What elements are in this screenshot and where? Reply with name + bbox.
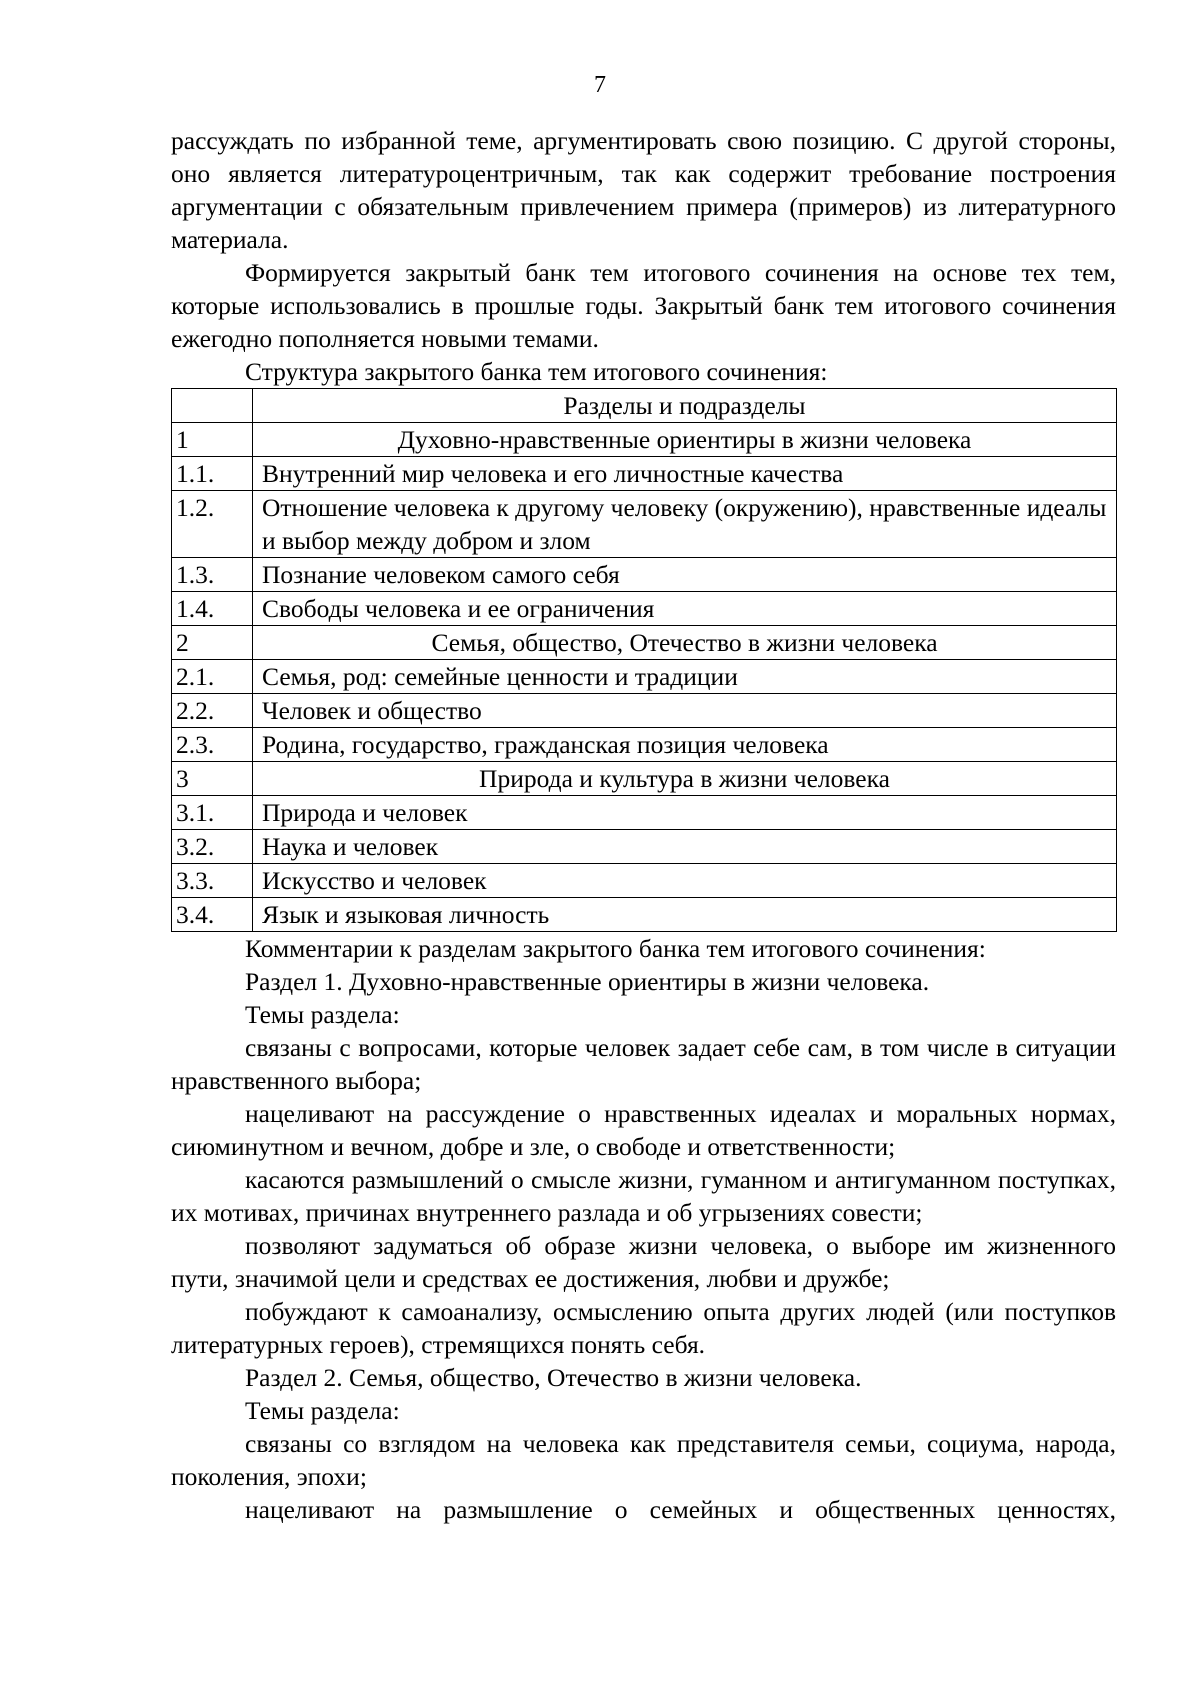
table-cell-section-title: Духовно-нравственные ориентиры в жизни человека [253,423,1117,457]
table-cell-subsection: Наука и человек [253,830,1117,864]
table-cell-num: 1.3. [172,558,253,592]
table-cell-subsection: Познание человеком самого себя [253,558,1117,592]
section-2-point-2: нацеливают на размышление о семейных и общественных ценностях, [245,1495,1116,1524]
table-cell-num: 3.3. [172,864,253,898]
section-1-point-4: позволяют задуматься об образе жизни человека, о выборе им жизненного пути, значимой цели и средствах ее достижения, любви и дружбе; [171,1231,1116,1293]
table-row [172,796,1117,830]
section-2-themes-label: Темы раздела: [245,1396,400,1425]
table-header-row [172,389,1117,423]
table-row [172,898,1117,932]
section-1-point-5: побуждают к самоанализу, осмыслению опыта других людей (или поступков литературных героев), стремящихся понять себя. [171,1297,1116,1359]
table-cell-num: 2.2. [172,694,253,728]
table-header-num-cell [172,389,253,423]
section-2-point-1: связаны со взглядом на человека как представителя семьи, социума, народа, поколения, эпохи; [171,1429,1116,1491]
section-1-point-3: касаются размышлений о смысле жизни, гуманном и антигуманном поступках, их мотивах, причинах внутреннего разлада и об угрызениях совести; [171,1165,1116,1227]
table-row [172,457,1117,491]
comments-heading: Комментарии к разделам закрытого банка тем итогового сочинения: [245,934,986,963]
table-cell-subsection: Язык и языковая личность [253,898,1117,932]
table-cell-num: 1.2. [172,491,253,558]
table-cell-num: 3.4. [172,898,253,932]
intro-paragraph-2: Формируется закрытый банк тем итогового сочинения на основе тех тем, которые использовались в прошлые годы. Закрытый банк тем итогового сочинения ежегодно пополняется новыми темами. [171,258,1116,353]
table-cell-subsection: Свободы человека и ее ограничения [253,592,1117,626]
table-row-section [172,762,1117,796]
table-cell-num: 1.4. [172,592,253,626]
page-number: 7 [594,72,606,98]
table-cell-subsection: Внутренний мир человека и его личностные качества [253,457,1117,491]
section-1-themes-label: Темы раздела: [245,1000,400,1029]
table-cell-num: 3 [172,762,253,796]
table-header-cell: Разделы и подразделы [253,389,1117,423]
intro-paragraph-1: рассуждать по избранной теме, аргументировать свою позицию. С другой стороны, оно является литературоцентричным, так как содержит требование построения аргументации с обязательным привлечением примера (примеров) из литературного материала. [171,126,1116,254]
table-cell-num: 2.3. [172,728,253,762]
table-row [172,864,1117,898]
table-cell-subsection: Семья, род: семейные ценности и традиции [253,660,1117,694]
table-cell-section-title: Природа и культура в жизни человека [253,762,1117,796]
table-row [172,728,1117,762]
section-1-point-2: нацеливают на рассуждение о нравственных идеалах и моральных нормах, сиюминутном и вечном, добре и зле, о свободе и ответственности; [171,1099,1116,1161]
section-1-point-1: связаны с вопросами, которые человек задает себе сам, в том числе в ситуации нравственного выбора; [171,1033,1116,1095]
table-cell-subsection: Родина, государство, гражданская позиция человека [253,728,1117,762]
table-cell-section-title: Семья, общество, Отечество в жизни человека [253,626,1117,660]
table-cell-subsection: Природа и человек [253,796,1117,830]
table-row [172,694,1117,728]
table-cell-subsection: Искусство и человек [253,864,1117,898]
table-row [172,491,1117,558]
table-row [172,558,1117,592]
table-row-section [172,423,1117,457]
table-cell-num: 3.1. [172,796,253,830]
table-row [172,660,1117,694]
table-cell-num: 1 [172,423,253,457]
table-row [172,830,1117,864]
table-cell-subsection: Человек и общество [253,694,1117,728]
section-1-heading: Раздел 1. Духовно-нравственные ориентиры в жизни человека. [245,967,930,996]
table-cell-subsection: Отношение человека к другому человеку (окружению), нравственные идеалы и выбор между добром и злом [253,491,1117,558]
table-row-section [172,626,1117,660]
table-cell-num: 2.1. [172,660,253,694]
page-content [171,124,1116,1526]
table-caption: Структура закрытого банка тем итогового сочинения: [245,357,828,386]
topics-table [171,388,1117,932]
table-cell-num: 1.1. [172,457,253,491]
table-row [172,592,1117,626]
table-cell-num: 2 [172,626,253,660]
section-2-heading: Раздел 2. Семья, общество, Отечество в жизни человека. [245,1363,862,1392]
table-cell-num: 3.2. [172,830,253,864]
